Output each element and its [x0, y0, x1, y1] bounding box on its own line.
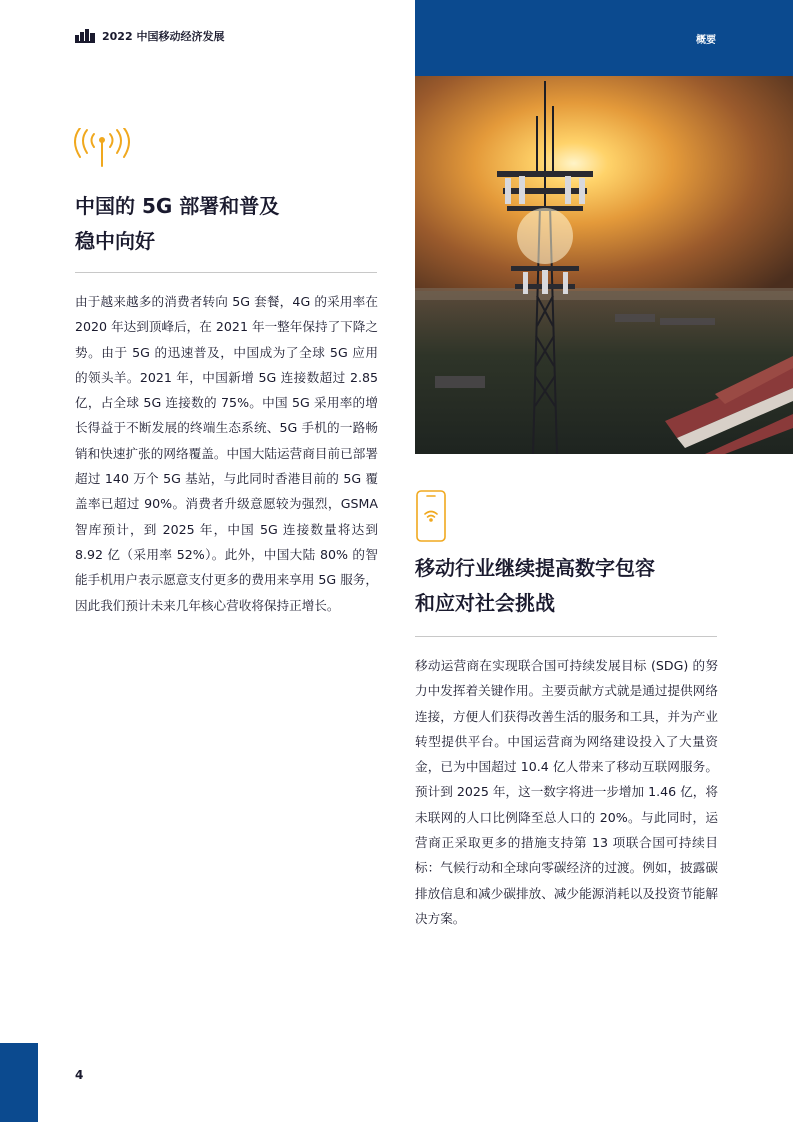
section-header-bar: [415, 0, 793, 76]
section1-heading: [75, 189, 375, 259]
section-label: 概要: [696, 35, 716, 46]
section1-body: 由于越来越多的消费者转向 5G 套餐，4G 的采用率在 2020 年达到顶峰后，在 2021 年一整年保持了下降之势。由于 5G 的迅速普及，中国成为了全球 5G 应用的领头羊。2021 年，中国新增 5G 连接数超过 2.85 亿，占全球 5G 连接数的 75%。中国 5G 采用率的增长得益于不断发展的终端生态系统、5G 手机的一路畅销和快速扩张的网络覆盖。中国大陆运营商目前已部署超过 140 万个 5G 基站，与此同时香港目前的 5G 覆盖率已超过 90%。消费者升级意愿较为强烈，GSMA 智库预计，到 2025 年，中国 5G 连接数量将达到 8.92 亿（采用率 52%）。此外，中国大陆 80% 的智能手机用户表示愿意支付更多的费用来享用 5G 服务，因此我们预计未来几年核心营收将保持正增长。: [75, 294, 378, 613]
page-number: 4: [75, 1068, 84, 1082]
footer-side-bar: [0, 1043, 38, 1122]
smartphone-wifi-icon: [416, 490, 446, 542]
section2-heading-line2: 和应对社会挑战: [415, 591, 555, 615]
section2-heading-line1: 移动行业继续提高数字包容: [415, 556, 655, 580]
section2-body: 移动运营商在实现联合国可持续发展目标 (SDG) 的努力中发挥着关键作用。主要贡献方式就是通过提供网络连接，方便人们获得改善生活的服务和工具，并为产业转型提供平台。中国运营商为网络建设投入了大量资金，已为中国超过 10.4 亿人带来了移动互联网服务。预计到 2025 年，这一数字将进一步增加 1.46 亿，将未联网的人口比例降至总人口的 20%。与此同时，运营商正采取更多的措施支持第 13 项联合国可持续目标：气候行动和全球向零碳经济的过渡。例如，披露碳排放信息和减少碳排放、减少能源消耗以及投资节能解决方案。: [415, 658, 718, 926]
document-header: [75, 28, 224, 44]
section1-heading-line2: 稳中向好: [75, 229, 155, 253]
section1-heading-line1: 中国的 5G 部署和普及: [75, 194, 280, 218]
divider: [415, 636, 717, 637]
antenna-signal-icon: [74, 128, 130, 168]
section2-heading: [415, 551, 715, 621]
cell-tower-sunset-photo: [415, 76, 793, 454]
gsma-logo-icon: [75, 29, 95, 43]
divider: [75, 272, 377, 273]
document-title: 2022 中国移动经济发展: [102, 30, 225, 43]
